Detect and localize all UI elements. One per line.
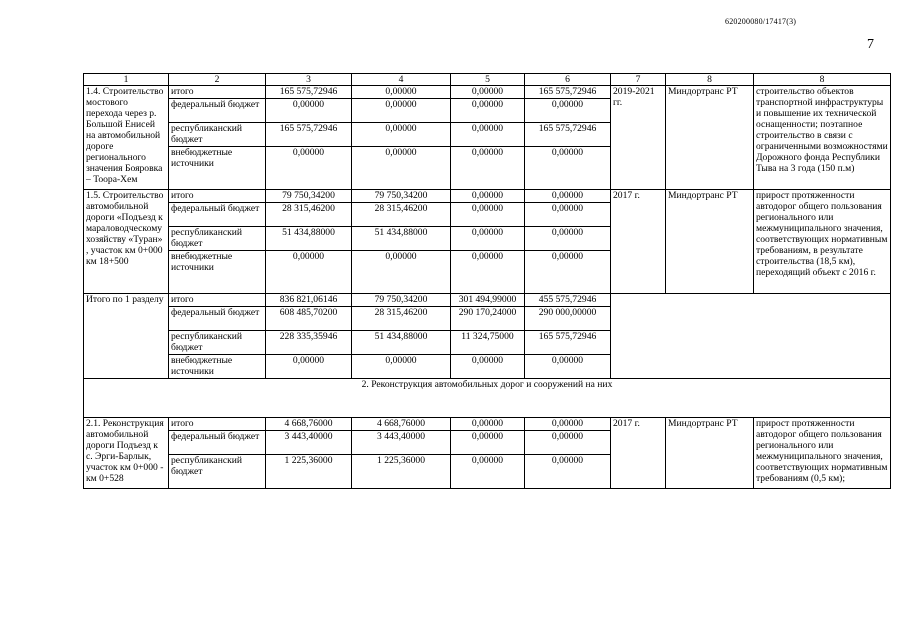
value-cell: 0,00000	[352, 86, 451, 99]
value-cell: 0,00000	[525, 227, 611, 251]
source-label: внебюджетные источники	[169, 147, 266, 190]
value-cell: 165 575,72946	[266, 123, 352, 147]
executor-cell: Миндортранс РТ	[666, 418, 754, 489]
header-cell: 8	[666, 74, 754, 86]
header-cell: 7	[611, 74, 666, 86]
value-cell: 0,00000	[451, 86, 525, 99]
source-label: федеральный бюджет	[169, 431, 266, 455]
result-cell: прирост протяженности автодорог общего пользования регионального или межмуниципального значения, соответствующих нормативным требованиям (0,5 км);	[754, 418, 891, 489]
value-cell: 290 170,24000	[451, 307, 525, 331]
value-cell: 0,00000	[451, 99, 525, 123]
document-code: 620200080/17417(3)	[725, 17, 797, 26]
value-cell: 3 443,40000	[352, 431, 451, 455]
value-cell: 0,00000	[352, 123, 451, 147]
value-cell: 0,00000	[352, 147, 451, 190]
source-label: федеральный бюджет	[169, 99, 266, 123]
value-cell: 3 443,40000	[266, 431, 352, 455]
value-cell: 301 494,99000	[451, 294, 525, 307]
header-row	[84, 74, 891, 86]
value-cell: 0,00000	[525, 455, 611, 489]
value-cell: 0,00000	[451, 431, 525, 455]
header-cell: 1	[84, 74, 169, 86]
source-label: республиканский бюджет	[169, 123, 266, 147]
value-cell: 51 434,88000	[352, 331, 451, 355]
value-cell: 0,00000	[525, 355, 611, 379]
table-row	[84, 86, 891, 99]
value-cell: 51 434,88000	[266, 227, 352, 251]
value-cell: 0,00000	[451, 455, 525, 489]
value-cell: 0,00000	[525, 431, 611, 455]
source-label: внебюджетные источники	[169, 251, 266, 294]
value-cell: 0,00000	[451, 123, 525, 147]
result-cell: прирост протяженности автодорог общего пользования регионального или межмуниципального значения, соответствующих нормативным требованиям, в результате строительства (18,5 км), переходящий объект с 2016 г.	[754, 190, 891, 294]
source-label: итого	[169, 86, 266, 99]
value-cell: 0,00000	[525, 251, 611, 294]
value-cell: 0,00000	[266, 251, 352, 294]
item-name: 1.4. Строительство мостового перехода через р. Большой Енисей на автомобильной дороге регионального значения Бояровка – Тоора-Хем	[84, 86, 169, 190]
value-cell: 0,00000	[525, 190, 611, 203]
value-cell: 51 434,88000	[352, 227, 451, 251]
empty-cell	[611, 294, 891, 379]
program-table	[83, 73, 891, 489]
value-cell: 0,00000	[352, 355, 451, 379]
value-cell: 11 324,75000	[451, 331, 525, 355]
value-cell: 79 750,34200	[266, 190, 352, 203]
value-cell: 0,00000	[451, 203, 525, 227]
value-cell: 0,00000	[451, 227, 525, 251]
section-title: 2. Реконструкция автомобильных дорог и сооружений на них	[84, 379, 891, 418]
value-cell: 4 668,76000	[266, 418, 352, 431]
source-label: федеральный бюджет	[169, 307, 266, 331]
value-cell: 0,00000	[451, 355, 525, 379]
value-cell: 0,00000	[451, 147, 525, 190]
source-label: итого	[169, 190, 266, 203]
source-label: республиканский бюджет	[169, 227, 266, 251]
value-cell: 4 668,76000	[352, 418, 451, 431]
value-cell: 836 821,06146	[266, 294, 352, 307]
value-cell: 165 575,72946	[525, 123, 611, 147]
value-cell: 28 315,46200	[266, 203, 352, 227]
value-cell: 165 575,72946	[266, 86, 352, 99]
value-cell: 0,00000	[525, 418, 611, 431]
source-label: итого	[169, 294, 266, 307]
source-label: республиканский бюджет	[169, 331, 266, 355]
executor-cell: Миндортранс РТ	[666, 86, 754, 190]
source-label: федеральный бюджет	[169, 203, 266, 227]
value-cell: 28 315,46200	[352, 203, 451, 227]
value-cell: 0,00000	[266, 147, 352, 190]
value-cell: 0,00000	[352, 99, 451, 123]
period-cell: 2017 г.	[611, 418, 666, 489]
period-cell: 2019-2021 гг.	[611, 86, 666, 190]
period-cell: 2017 г.	[611, 190, 666, 294]
value-cell: 165 575,72946	[525, 331, 611, 355]
value-cell: 0,00000	[525, 99, 611, 123]
value-cell: 228 335,35946	[266, 331, 352, 355]
value-cell: 79 750,34200	[352, 190, 451, 203]
table-row	[84, 418, 891, 431]
item-name: 2.1. Реконструкция автомобильной дороги Подъезд к с. Эрги-Барлык, участок км 0+000 - км 0+528	[84, 418, 169, 489]
source-label: внебюджетные источники	[169, 355, 266, 379]
value-cell: 0,00000	[451, 190, 525, 203]
header-cell: 6	[525, 74, 611, 86]
value-cell: 0,00000	[451, 418, 525, 431]
table-row	[84, 294, 891, 307]
item-name: 1.5. Строительство автомобильной дороги «Подъезд к мараловодческому хозяйству «Туран» , участок км 0+000 км 18+500	[84, 190, 169, 294]
value-cell: 1 225,36000	[352, 455, 451, 489]
source-label: республиканский бюджет	[169, 455, 266, 489]
source-label: итого	[169, 418, 266, 431]
value-cell: 79 750,34200	[352, 294, 451, 307]
result-cell: строительство объектов транспортной инфраструктуры и повышение их технической оснащенности; поэтапное строительство в связи с ограниченными возможностями Дорожного фонда Республики Тыва на 3 года (150 п.м)	[754, 86, 891, 190]
executor-cell: Миндортранс РТ	[666, 190, 754, 294]
section-row	[84, 379, 891, 418]
value-cell: 0,00000	[352, 251, 451, 294]
header-cell: 2	[169, 74, 266, 86]
header-cell: 8	[754, 74, 891, 86]
value-cell: 0,00000	[525, 203, 611, 227]
value-cell: 0,00000	[266, 99, 352, 123]
header-cell: 3	[266, 74, 352, 86]
value-cell: 290 000,00000	[525, 307, 611, 331]
header-cell: 5	[451, 74, 525, 86]
value-cell: 608 485,70200	[266, 307, 352, 331]
value-cell: 165 575,72946	[525, 86, 611, 99]
value-cell: 28 315,46200	[352, 307, 451, 331]
header-cell: 4	[352, 74, 451, 86]
value-cell: 0,00000	[266, 355, 352, 379]
value-cell: 1 225,36000	[266, 455, 352, 489]
page-number: 7	[867, 37, 874, 52]
table-row	[84, 190, 891, 203]
value-cell: 0,00000	[525, 147, 611, 190]
value-cell: 0,00000	[451, 251, 525, 294]
value-cell: 455 575,72946	[525, 294, 611, 307]
total-label: Итого по 1 разделу	[84, 294, 169, 379]
